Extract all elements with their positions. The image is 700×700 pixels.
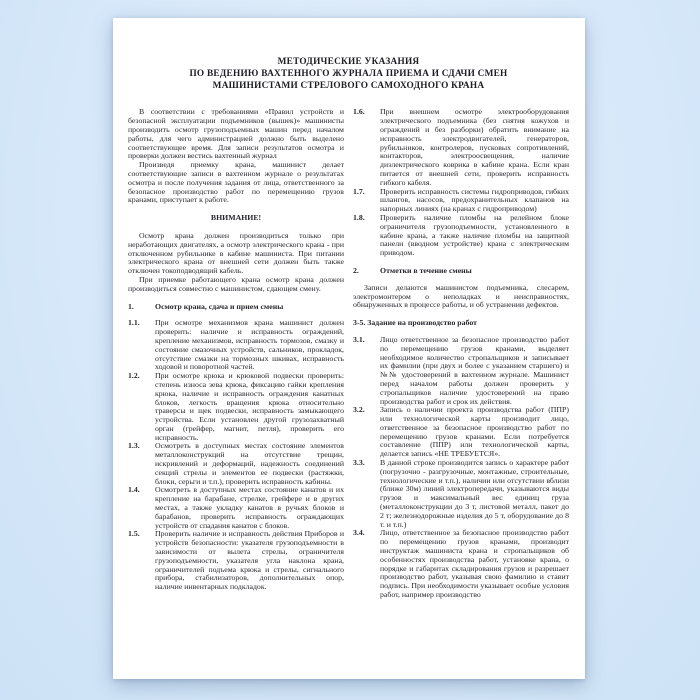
item-text: Лицо, ответственное за безопасное производство работ по перемещению грузов кранами, производит инструктаж машиниста крана и стропальщиков об особенностях производства работ, установке крана, о порядке и габаритах складирования грузов и разрешает производство работ, указывая свою фамилию и ставит подпись. При необходимости указывает особые условия работ, например производство [380,528,569,600]
item-number: 1.7. [353,186,365,196]
item-text: При осмотре механизмов крана машинист должен проверить: наличие и исправность ограждений, крепление механизмов, исправность тормозов, смазку и состояние смазочных устройств, сальников, прокладок, отсутствие смазки на тормозных шкивах, исправность ходовой и поворотной частей. [155,318,344,372]
item-text: Осмотреть в доступных местах состояние элементов металлоконструкций на отсутствие трещин, искривлений и деформаций, надежность соединений секций стрелы и элементов ее подвески (растяжки, блоки, серьги и т.п.), проверить исправность кабины. [155,441,344,486]
section-title: Осмотр крана, сдача и прием смены [155,301,284,311]
intro-paragraph: В соответствии с требованиями «Правил устройств и безопасной эксплуатации подъемников (вышек)» машинисты производить осмотр грузоподъемных машин перед началом работы, для чего администрацией должно быть выделено соответствующее время. Для записи результатов осмотра и проверки должен вестись вахтенный журнал [128,107,344,161]
section-3-5-heading: 3-5. Задание на производство работ [353,318,477,328]
list-item-1-4 [128,486,344,530]
title-line-2: ПО ВЕДЕНИЮ ВАХТЕННОГО ЖУРНАЛА ПРИЕМА И СДАЧИ СМЕН [189,68,508,79]
title-line-3: МАШИНИСТАМИ СТРЕЛОВОГО САМОХОДНОГО КРАНА [212,80,485,91]
section-number: 2. [353,265,359,275]
item-number: 3.2. [353,405,365,415]
list-item-1-1 [128,319,344,372]
item-text: Проверить исправность системы гидроприводов, гибких шлангов, насосов, предохранительных клапанов на напорных линиях (на кранах с гидроприводом) [380,186,569,214]
item-text: Лицо ответственное за безопасное производство работ по перемещению грузов кранами, выделяет необходимое количество стропальщиков и записывает их фамилии (при двух и более с указанием старшего) и №№ удостоверений в вахтенном журнале. Машинист перед началом работы должен проверить у стропальщиков наличие удостоверений на право производства работ и срок их действия. [380,334,569,406]
attention-paragraph: Осмотр крана должен производиться только при неработающих двигателях, а осмотр электрического крана - при отключенном рубильнике в кабине машиниста. При питании электрического крана от внешней сети должен быть также отключен токоподводящий кабель. [128,230,344,276]
section-2-paragraph: Записи делаются машинистом подъемника, слесарем, электромонтером о неполадках и неисправностях, обнаруженных в процессе работы, и об устранении дефектов. [353,282,569,310]
list-item-1-8 [353,214,569,258]
item-text: Осмотреть в доступных местах состояние канатов и их крепление на барабане, стрелке, грейфере и в других местах, а также укладку канатов в ручьях блоков и барабанов, проверить исправность ограждающих устройств от спадания канатов с блоков. [155,485,344,530]
list-item-1-3 [128,442,344,486]
list-item-1-5 [128,530,344,592]
item-number: 1.5. [128,529,140,539]
list-item-3-2 [353,406,569,459]
title-line-1: МЕТОДИЧЕСКИЕ УКАЗАНИЯ [277,57,420,67]
item-text: Запись о наличии проекта производства работ (ППР) или технологической карты производит лицо, ответственное за безопасное производство работ по перемещению грузов кранами. Если потребуется составление (ППР) или технологической карты, делается запись «НЕ ТРЕБУЕТСЯ». [380,405,569,459]
item-number: 1.8. [353,212,365,222]
two-column-body [128,108,569,599]
list-item-1-2 [128,372,344,442]
intro-paragraph: Произведя приемку крана, машинист делает соответствующие записи в вахтенном журнале о результатах осмотра и после получения задания от лица, ответственного за безопасное производство работ по перемещению грузов кранами, приступает к работе. [128,160,344,205]
section-1-heading [128,303,344,312]
item-number: 1.6. [353,107,365,117]
list-item-1-7 [353,188,569,214]
document-title [128,57,569,92]
section-2-heading [353,267,569,276]
item-number: 1.2. [128,371,140,381]
item-number: 3.1. [353,334,365,344]
item-text: Проверить наличие пломбы на релейном блоке ограничителя грузоподъемности, установленного в кабине крана, а также наличие пломбы на защитной панели (вводном устройстве) крана с электрическим приводом. [380,212,569,258]
item-text: При осмотре крюка и крюковой подвески проверить: степень износа зева крюка, фиксацию гайки крепления крюка, наличие и исправность ограждения канатных блоков, легкость вращения крюка относительно траверсы и щек подвески, исправность замыкающего устройства. Если установлен другой грузозахватный орган (грейфер, магнит, петля), проверить его исправность. [155,371,344,442]
section-title: Отметки в течение смены [380,265,472,275]
item-text: При внешнем осмотре электрооборудования электрического подъемника (без снятия кожухов и ограждений и без разборки) обратить внимание на исправность электродвигателей, генераторов, рубильников, контролеров, пусковых сопротивлений, контакторов, электроосвещения, наличие диэлектрического коврика в кабине крана. Если кран питается от внешней сети, проверить исправность гибкого кабеля. [380,107,569,187]
list-item-3-4 [353,529,569,599]
item-number: 1.4. [128,485,140,495]
item-number: 3.4. [353,528,365,538]
list-item-3-3 [353,459,569,529]
item-text: В данной строке производится запись о характере работ (погрузочно - разгрузочные, монтажные, строительные, технологические и т.п.), наличии или отсутствии вблизи (ближе 30м) линий электропередачи, указываются виды грузов и максимальный вес единиц груза (металлоконструкции до 3 т, листовой металл, пакет до 2 т; железнодорожные изделия до 5 т, оборудование до 8 т. и т.п.) [380,458,569,529]
left-column [128,108,344,599]
document-page [113,18,585,679]
item-text: Проверить наличие и исправность действия Приборов и устройств безопасности: указателя грузоподъемности в зависимости от вылета стрелы, ограничителя грузоподъемности, указателя угла наклона крана, ограничителей подъема крюка и стрелы, сигнального прибора, стабилизаторов, дополнительных опор, наличие инвентарных подкладок. [155,529,344,592]
item-number: 1.3. [128,441,140,451]
section-number: 1. [128,301,134,311]
list-item-1-6 [353,108,569,187]
item-number: 3.3. [353,458,365,468]
attention-paragraph: При приемке работающего крана осмотр крана должен производиться совместно с машинистом, сдающем смену. [128,274,344,293]
list-item-3-1 [353,336,569,406]
attention-heading: ВНИМАНИЕ! [210,213,262,223]
item-number: 1.1. [128,318,140,328]
right-column [353,108,569,599]
